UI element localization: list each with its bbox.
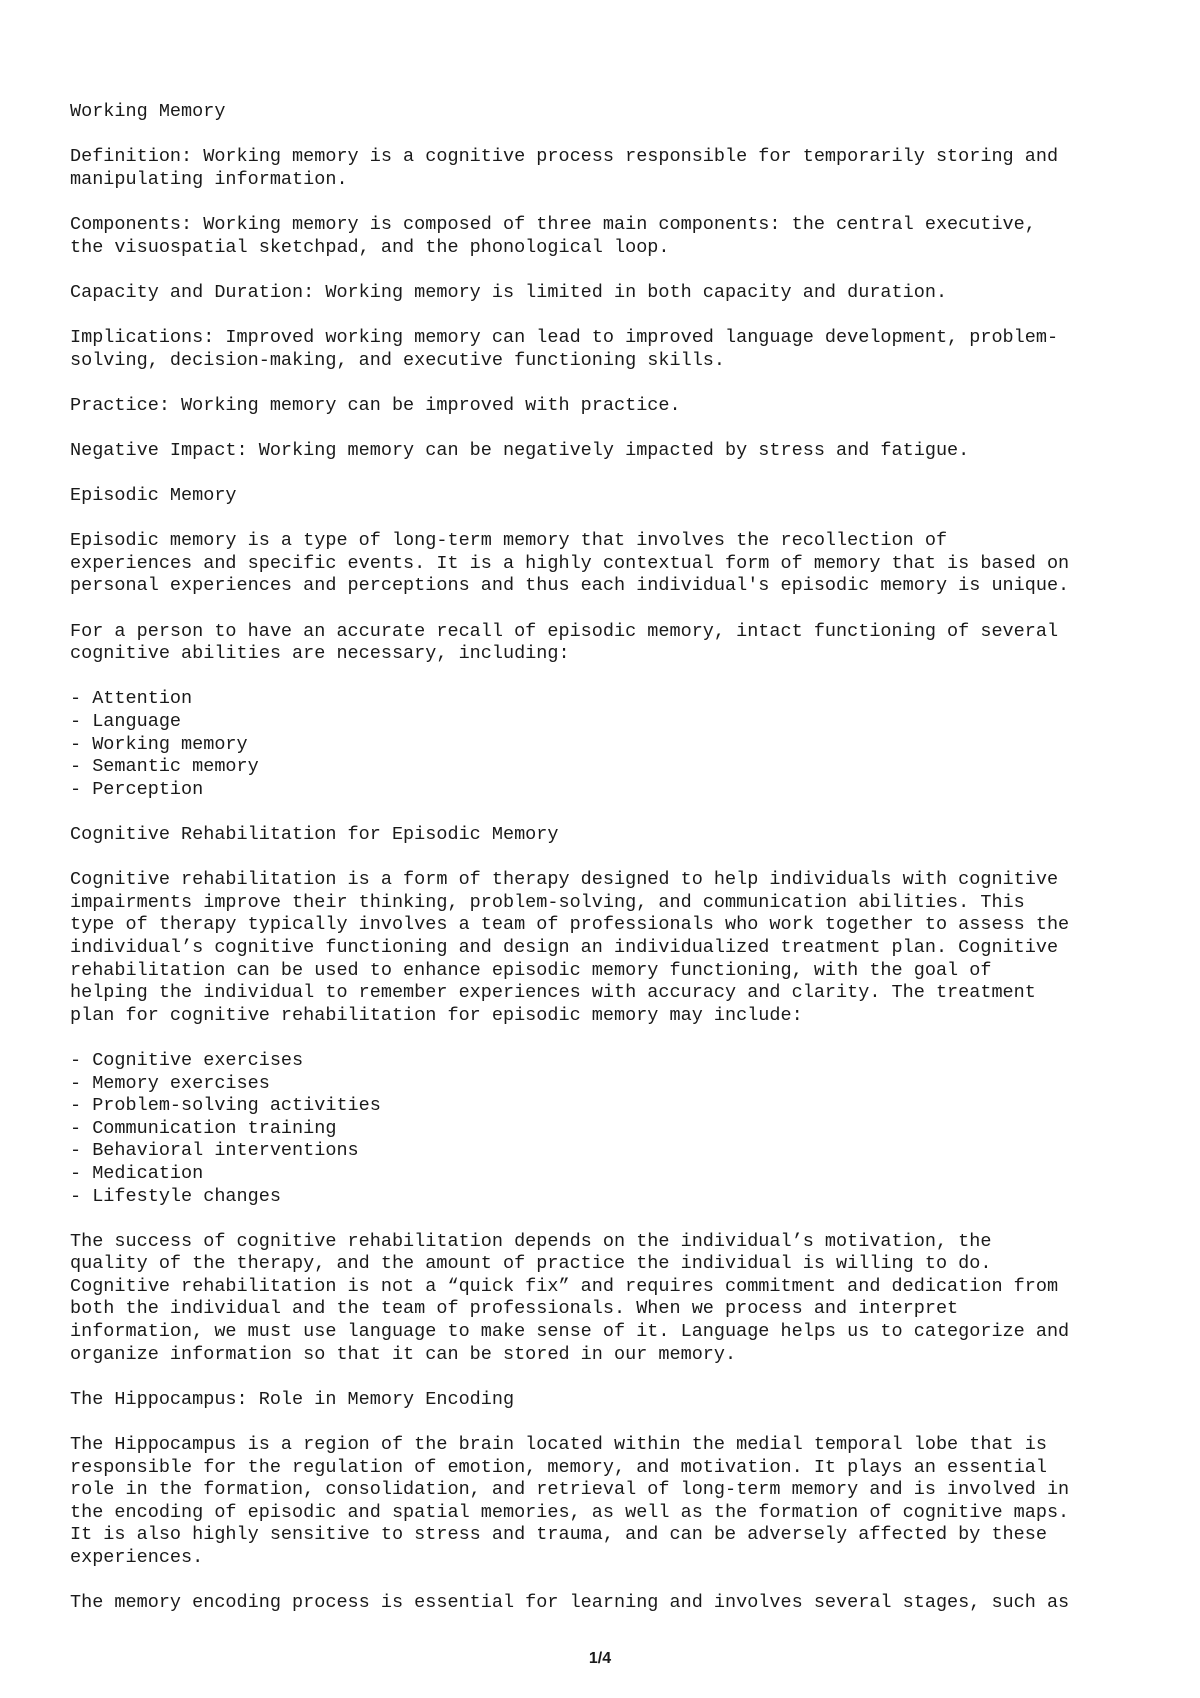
list-item: - Language [70, 711, 182, 733]
list-item: - Problem-solving activities [70, 1095, 381, 1117]
text-line: The success of cognitive rehabilitation depends on the individual’s motivation, the [70, 1230, 992, 1252]
text-line: It is also highly sensitive to stress and trauma, and can be adversely affected by these [70, 1524, 1047, 1546]
paragraph [70, 395, 1150, 418]
text-line: Episodic memory is a type of long-term memory that involves the recollection of [70, 530, 948, 552]
section-heading [70, 101, 1150, 124]
text-line: experiences. [70, 1547, 204, 1568]
bullet-list [70, 1050, 1150, 1208]
paragraph [70, 530, 1150, 598]
paragraph [70, 1434, 1150, 1570]
list-item: - Behavioral interventions [70, 1140, 359, 1162]
page-number: 1/4 [588, 1650, 612, 1667]
text-line: The Hippocampus is a region of the brain located within the medial temporal lobe that is [70, 1434, 1047, 1456]
text-line: Episodic Memory [70, 485, 237, 507]
section-heading [70, 1389, 1150, 1412]
paragraph [70, 214, 1150, 259]
paragraph [70, 327, 1150, 372]
text-line: Cognitive Rehabilitation for Episodic Memory [70, 824, 559, 845]
paragraph [70, 440, 1150, 463]
section-heading [70, 485, 1150, 508]
paragraph [70, 1592, 1150, 1615]
text-line: manipulating information. [70, 168, 348, 190]
text-line: plan for cognitive rehabilitation for episodic memory may include: [70, 1004, 803, 1026]
text-line: role in the formation, consolidation, and retrieval of long-term memory and is involved in [70, 1479, 1070, 1501]
bullet-list [70, 688, 1150, 801]
text-line: Working Memory [70, 101, 226, 122]
text-line: organize information so that it can be stored in our memory. [70, 1343, 737, 1365]
text-line: Implications: Improved working memory can lead to improved language development, problem- [70, 326, 1059, 348]
paragraph [70, 621, 1150, 666]
paragraph [70, 282, 1150, 305]
list-item: - Cognitive exercises [70, 1049, 304, 1071]
text-line: solving, decision-making, and executive functioning skills. [70, 349, 726, 371]
paragraph [70, 146, 1150, 191]
list-item: - Memory exercises [70, 1072, 270, 1094]
text-line: Components: Working memory is composed of three main components: the central executive, [70, 213, 1036, 235]
text-line: helping the individual to remember experiences with accuracy and clarity. The treatment [70, 982, 1036, 1004]
document-body [70, 101, 1150, 1637]
text-line: Practice: Working memory can be improved with practice. [70, 394, 681, 416]
paragraph [70, 869, 1150, 1027]
text-line: information, we must use language to make sense of it. Language helps us to categorize and [70, 1321, 1070, 1343]
list-item: - Medication [70, 1162, 204, 1184]
section-heading [70, 824, 1150, 847]
text-line: The memory encoding process is essential for learning and involves several stages, such as [70, 1592, 1070, 1614]
text-line: the visuospatial sketchpad, and the phonological loop. [70, 236, 670, 258]
text-line: both the individual and the team of professionals. When we process and interpret [70, 1298, 959, 1320]
text-line: quality of the therapy, and the amount of practice the individual is willing to do. [70, 1253, 992, 1275]
list-item: - Working memory [70, 733, 248, 755]
text-line: The Hippocampus: Role in Memory Encoding [70, 1388, 515, 1410]
text-line: Cognitive rehabilitation is a form of therapy designed to help individuals with cognitive [70, 869, 1059, 891]
text-line: responsible for the regulation of emotion, memory, and motivation. It plays an essential [70, 1456, 1047, 1478]
list-item: - Attention [70, 688, 193, 710]
list-item: - Lifestyle changes [70, 1185, 281, 1207]
text-line: Definition: Working memory is a cognitive process responsible for temporarily storing and [70, 146, 1059, 168]
list-item: - Communication training [70, 1117, 337, 1139]
text-line: the encoding of episodic and spatial memories, as well as the formation of cognitive maps. [70, 1501, 1070, 1523]
list-item: - Perception [70, 778, 204, 800]
text-line: individual’s cognitive functioning and design an individualized treatment plan. Cognitive [70, 936, 1059, 958]
text-line: experiences and specific events. It is a highly contextual form of memory that is based on [70, 552, 1070, 574]
text-line: Negative Impact: Working memory can be negatively impacted by stress and fatigue. [70, 439, 970, 461]
text-line: type of therapy typically involves a team of professionals who work together to assess the [70, 914, 1070, 936]
text-line: cognitive abilities are necessary, including: [70, 643, 570, 665]
text-line: For a person to have an accurate recall of episodic memory, intact functioning of several [70, 620, 1059, 642]
text-line: rehabilitation can be used to enhance episodic memory functioning, with the goal of [70, 959, 992, 981]
text-line: impairments improve their thinking, problem-solving, and communication abilities. This [70, 891, 1025, 913]
text-line: personal experiences and perceptions and thus each individual's episodic memory is unique. [70, 575, 1070, 597]
list-item: - Semantic memory [70, 756, 259, 778]
text-line: Cognitive rehabilitation is not a “quick fix” and requires commitment and dedication from [70, 1275, 1059, 1297]
text-line: Capacity and Duration: Working memory is limited in both capacity and duration. [70, 281, 948, 303]
paragraph [70, 1231, 1150, 1367]
